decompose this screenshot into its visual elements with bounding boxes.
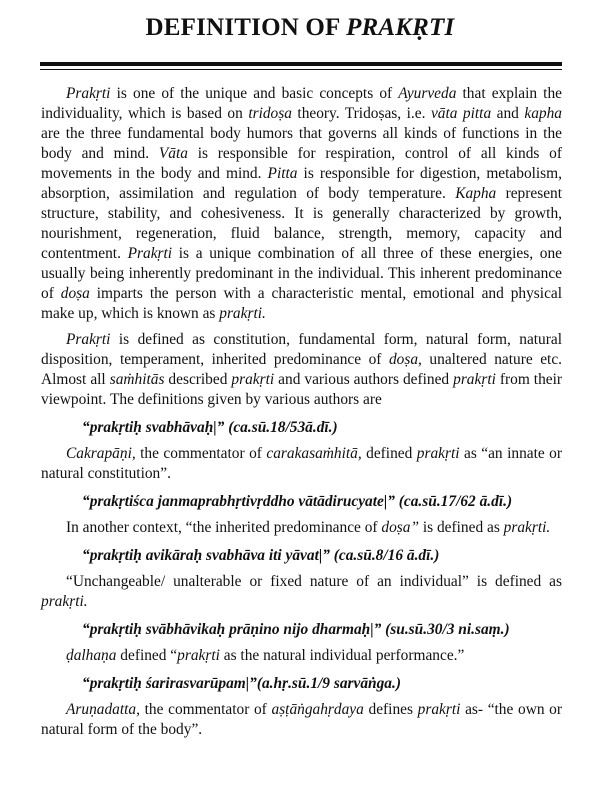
paragraph-1 xyxy=(41,84,562,324)
commentary-5 xyxy=(41,700,562,740)
c4-s2: defined “ xyxy=(116,647,178,664)
c2-s3: is defined as xyxy=(419,519,504,536)
p2-s10: from their viewpoint. The definitions given by various authors are xyxy=(41,371,562,408)
title-plain: DEFINITION OF xyxy=(145,14,347,41)
p2-s1: Prakṛti xyxy=(66,331,111,348)
p1-s12: is responsible for respiration, control of all kinds of movements in the body and mind. xyxy=(41,145,562,182)
c2-s2: doṣa” xyxy=(381,519,420,536)
p1-s18: is a unique combination of all three of these energies, one usually being inherently predominant in the individual. This inherent predominance of xyxy=(41,245,562,302)
p1-s10: are the three fundamental body humors that governs all kinds of functions in the body and mind. xyxy=(41,125,562,162)
p1-s6: theory. Tridoṣas, i.e. xyxy=(291,105,431,122)
commentary-1 xyxy=(41,444,562,484)
p1-s4: that explain the individuality, which is based on xyxy=(41,85,562,122)
p2-s3: doṣa xyxy=(388,351,419,368)
c2-s1: In another context, “the inherited predominance of xyxy=(66,519,382,536)
c1-s3: carakasaṁhitā, xyxy=(266,445,362,462)
p1-s21: prakṛti. xyxy=(219,305,266,322)
body-text xyxy=(41,84,562,740)
c1-s1: Cakrapāṇi, xyxy=(66,445,136,462)
verse-4: “prakṛtiḥ svābhāvikaḥ prāṇino nijo dharmaḥ|” (su.sū.30/3 ni.saṃ.) xyxy=(82,621,510,638)
c1-s6: as “an innate or natural constitution”. xyxy=(41,445,562,482)
c1-s2: the commentator of xyxy=(135,445,267,462)
p1-s14: is responsible for digestion, metabolism, absorption, assimilation and regulation of body temperature. xyxy=(41,165,562,202)
page-title xyxy=(0,14,600,42)
p1-s7: vāta pitta xyxy=(430,105,492,122)
p1-s19: doṣa xyxy=(60,285,90,302)
p1-s20: imparts the person with a characteristic mental, emotional and physical make up, which is known as xyxy=(41,285,563,322)
c5-s4: defines xyxy=(363,701,418,718)
verse-2: “prakṛtiśca janmaprabhṛtivṛddho vātādirucyate|” (ca.sū.17/62 ā.dī.) xyxy=(82,493,513,510)
title-rule-thick xyxy=(40,62,562,66)
c5-s3: aṣṭāṅgahṛdaya xyxy=(271,701,364,718)
p2-s2: is defined as constitution, fundamental form, natural form, natural disposition, temperament, inherited predominance of xyxy=(41,331,562,368)
commentary-4 xyxy=(41,646,562,666)
c5-s5: prakṛti xyxy=(417,701,461,718)
p1-s3: Ayurveda xyxy=(398,85,457,102)
commentary-3 xyxy=(41,572,562,612)
c4-s1: ḍalhaṇa xyxy=(66,647,117,664)
c3-s2: prakṛti. xyxy=(41,593,88,610)
p1-s11: Vāta xyxy=(158,145,188,162)
title-rule-thin xyxy=(40,69,562,70)
paragraph-2 xyxy=(41,330,562,410)
c4-s4: as the natural individual performance.” xyxy=(219,647,465,664)
c5-s6: as- “the own or natural form of the body”. xyxy=(41,701,563,738)
p2-s8: and various authors defined xyxy=(274,371,454,388)
p1-s13: Pitta xyxy=(267,165,298,182)
verse-5: “prakṛtiḥ śarirasvarūpam|”(a.hṛ.sū.1/9 sarvāṅga.) xyxy=(82,675,401,692)
p1-s9: kapha xyxy=(524,105,562,122)
verse-3: “prakṛtiḥ avikāraḥ svabhāva iti yāvat|” (ca.sū.8/16 ā.dī.) xyxy=(82,547,440,564)
c5-s1: Aruṇadatta, xyxy=(66,701,140,718)
title-italic: PRAKṚTI xyxy=(346,14,455,41)
p2-s7: prakṛti xyxy=(231,371,275,388)
p1-s8: and xyxy=(491,105,525,122)
c2-s4: prakṛti. xyxy=(503,519,551,536)
verse-1: “prakṛtiḥ svabhāvaḥ|” (ca.sū.18/53ā.dī.) xyxy=(82,419,338,436)
p2-s9: prakṛti xyxy=(453,371,496,388)
c5-s2: the commentator of xyxy=(139,701,272,718)
c3-s1: “Unchangeable/ unalterable or fixed nature of an individual” is defined as xyxy=(66,573,562,590)
p1-s1: Prakṛti xyxy=(66,85,111,102)
p1-s17: Prakṛti xyxy=(127,245,173,262)
p1-s16: represent structure, stability, and cohesiveness. It is generally characterized by growth, nourishment, regeneration, fluid balance, strength, memory, capacity and contentment. xyxy=(41,185,562,262)
p2-s5: saṁhitās xyxy=(109,371,165,388)
p1-s15: Kapha xyxy=(455,185,497,202)
commentary-2 xyxy=(41,518,562,538)
c1-s5: prakṛti xyxy=(416,445,460,462)
c4-s3: prakṛti xyxy=(177,647,220,664)
p1-s5: tridoṣa xyxy=(248,105,292,122)
p2-s6: described xyxy=(164,371,232,388)
p2-s4: , unaltered nature etc. Almost all xyxy=(41,351,562,388)
p1-s2: is one of the unique and basic concepts of xyxy=(110,85,399,102)
c1-s4: defined xyxy=(361,445,417,462)
